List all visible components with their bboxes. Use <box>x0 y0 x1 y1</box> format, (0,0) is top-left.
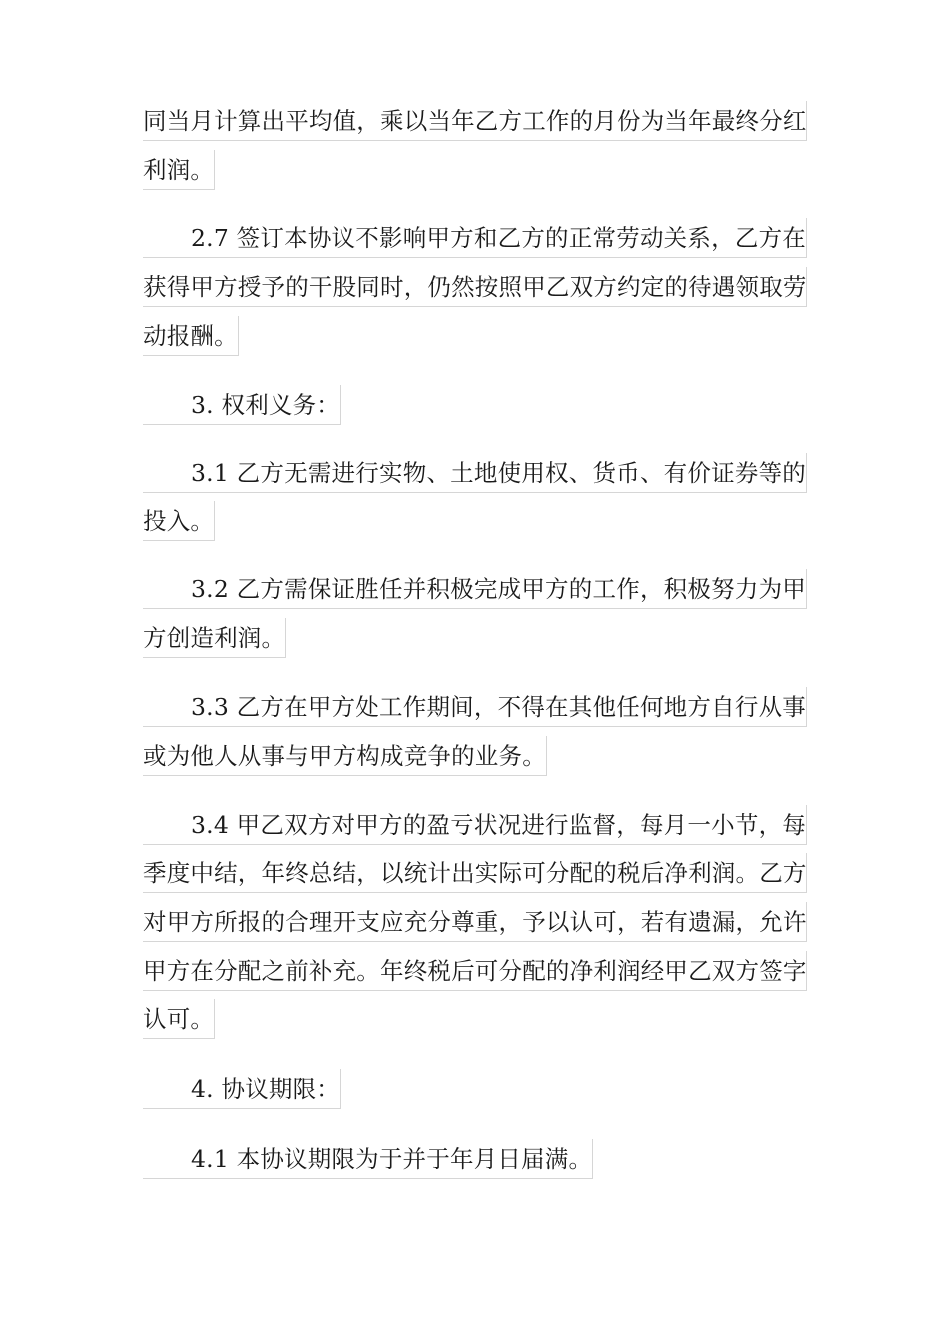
text-line: 对甲方所报的合理开支应充分尊重，予以认可，若有遗漏，允许 <box>143 902 807 942</box>
text-line: 投入。 <box>143 501 215 541</box>
text-line: 4.1 本协议期限为于并于年月日届满。 <box>143 1139 593 1179</box>
text-line: 2.7 签订本协议不影响甲方和乙方的正常劳动关系，乙方在 <box>143 218 807 258</box>
text-line: 季度中结，年终总结，以统计出实际可分配的税后净利润。乙方 <box>143 853 807 893</box>
section-heading: 4. 协议期限： <box>143 1069 341 1109</box>
text-line: 3.4 甲乙双方对甲方的盈亏状况进行监督，每月一小节，每 <box>143 805 807 845</box>
text-line: 方创造利润。 <box>143 618 286 658</box>
text-line: 认可。 <box>143 999 215 1039</box>
text-line: 3.3 乙方在甲方处工作期间，不得在其他任何地方自行从事 <box>143 687 807 727</box>
text-line: 利润。 <box>143 150 215 190</box>
text-line: 同当月计算出平均值，乘以当年乙方工作的月份为当年最终分红 <box>143 101 807 141</box>
text-line: 3.2 乙方需保证胜任并积极完成甲方的工作，积极努力为甲 <box>143 569 807 609</box>
text-line: 3.1 乙方无需进行实物、土地使用权、货币、有价证券等的 <box>143 453 807 493</box>
text-line: 或为他人从事与甲方构成竞争的业务。 <box>143 736 547 776</box>
text-line: 甲方在分配之前补充。年终税后可分配的净利润经甲乙双方签字 <box>143 951 807 991</box>
text-line: 获得甲方授予的干股同时，仍然按照甲乙双方约定的待遇领取劳 <box>143 267 807 307</box>
section-heading: 3. 权利义务： <box>143 385 341 425</box>
text-line: 动报酬。 <box>143 316 239 356</box>
